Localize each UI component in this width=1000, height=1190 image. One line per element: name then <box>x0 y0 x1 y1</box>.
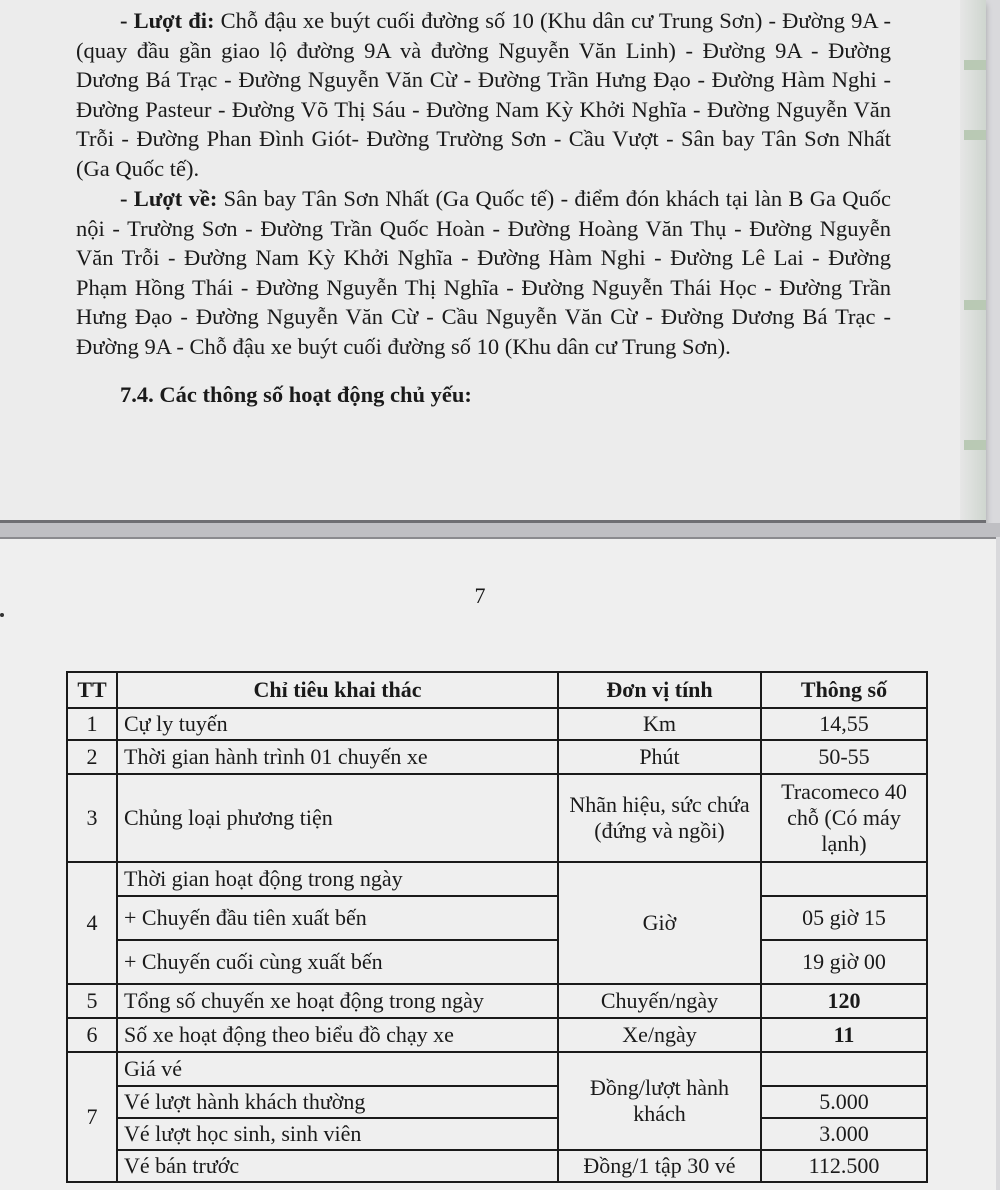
cell-value: 120 <box>761 984 927 1018</box>
page-gap <box>0 523 1000 537</box>
table-row <box>67 940 927 984</box>
cell-item: Cự ly tuyến <box>117 708 558 740</box>
cell-item: Vé bán trước <box>117 1150 558 1182</box>
cell-value: 5.000 <box>761 1086 927 1118</box>
table-row <box>67 774 927 862</box>
cell-value: 14,55 <box>761 708 927 740</box>
margin-dot <box>0 613 4 617</box>
upper-page <box>0 0 986 523</box>
table-row <box>67 1086 927 1118</box>
operating-parameters-table <box>66 671 928 1183</box>
cell-tt: 7 <box>67 1052 117 1182</box>
cell-tt: 1 <box>67 708 117 740</box>
table-row <box>67 740 927 774</box>
table-row <box>67 708 927 740</box>
cell-unit: Đồng/lượt hành khách <box>558 1052 761 1150</box>
header-unit: Đơn vị tính <box>558 672 761 708</box>
cell-item: Giá vé <box>117 1052 558 1086</box>
cell-value-empty <box>761 862 927 896</box>
cell-item: + Chuyến đầu tiên xuất bến <box>117 896 558 940</box>
table-row <box>67 1150 927 1182</box>
table-row <box>67 862 927 896</box>
cell-item: Thời gian hoạt động trong ngày <box>117 862 558 896</box>
header-tt: TT <box>67 672 117 708</box>
cell-tt: 4 <box>67 862 117 984</box>
cell-item: Vé lượt học sinh, sinh viên <box>117 1118 558 1150</box>
return-route-paragraph <box>76 184 891 362</box>
cell-item: Số xe hoạt động theo biểu đồ chạy xe <box>117 1018 558 1052</box>
cell-unit: Nhãn hiệu, sức chứa (đứng và ngồi) <box>558 774 761 862</box>
cell-value: Tracomeco 40 chỗ (Có máy lạnh) <box>761 774 927 862</box>
table-row <box>67 984 927 1018</box>
cell-tt: 6 <box>67 1018 117 1052</box>
cell-unit: Đồng/1 tập 30 vé <box>558 1150 761 1182</box>
page-number: 7 <box>474 583 486 608</box>
cell-value: 05 giờ 15 <box>761 896 927 940</box>
header-value: Thông số <box>761 672 927 708</box>
cell-unit: Chuyến/ngày <box>558 984 761 1018</box>
outbound-route-text: Chỗ đậu xe buýt cuối đường số 10 (Khu dân cư Trung Sơn) - Đường 9A - (quay đầu gần giao lộ đường 9A và đường Nguyễn Văn Linh) - Đường 9A - Đường Dương Bá Trạc - Đường Nguyễn Văn Cừ - Đường Trần Hưng Đạo - Đường Hàm Nghi - Đường Pasteur - Đường Võ Thị Sáu - Đường Nam Kỳ Khởi Nghĩa - Đường Nguyễn Văn Trỗi - Đường Phan Đình Giót- Đường Trường Sơn - Cầu Vượt - Sân bay Tân Sơn Nhất (Ga Quốc tế). <box>76 8 891 181</box>
cell-value: 11 <box>761 1018 927 1052</box>
table-header-row <box>67 672 927 708</box>
table-row <box>67 1118 927 1150</box>
cell-tt: 5 <box>67 984 117 1018</box>
table-row <box>67 896 927 940</box>
cell-value: 112.500 <box>761 1150 927 1182</box>
return-route-text: Sân bay Tân Sơn Nhất (Ga Quốc tế) - điểm đón khách tại làn B Ga Quốc nội - Trường Sơn - Đường Trần Quốc Hoàn - Đường Hoàng Văn Thụ - Đường Nguyễn Văn Trỗi - Đường Nam Kỳ Khởi Nghĩa - Đường Hàm Nghi - Đường Lê Lai - Đường Phạm Hồng Thái - Đường Nguyễn Thị Nghĩa - Đường Nguyễn Thái Học - Đường Trần Hưng Đạo - Đường Nguyễn Văn Cừ - Cầu Nguyễn Văn Cừ - Đường Dương Bá Trạc - Đường 9A - Chỗ đậu xe buýt cuối đường số 10 (Khu dân cư Trung Sơn). <box>76 186 892 359</box>
header-indicator: Chỉ tiêu khai thác <box>117 672 558 708</box>
table-row <box>67 1018 927 1052</box>
cell-item: Chủng loại phương tiện <box>117 774 558 862</box>
cell-unit: Phút <box>558 740 761 774</box>
cell-item: Tổng số chuyến xe hoạt động trong ngày <box>117 984 558 1018</box>
cell-item: + Chuyến cuối cùng xuất bến <box>117 940 558 984</box>
page-edge <box>960 0 986 520</box>
cell-item: Vé lượt hành khách thường <box>117 1086 558 1118</box>
cell-value-empty <box>761 1052 927 1086</box>
return-label: - Lượt về: <box>120 186 218 211</box>
cell-unit: Giờ <box>558 862 761 984</box>
cell-value: 19 giờ 00 <box>761 940 927 984</box>
cell-unit: Km <box>558 708 761 740</box>
cell-value: 3.000 <box>761 1118 927 1150</box>
outbound-label: - Lượt đi: <box>120 8 215 33</box>
table-row <box>67 1052 927 1086</box>
cell-tt: 3 <box>67 774 117 862</box>
cell-value: 50-55 <box>761 740 927 774</box>
cell-item: Thời gian hành trình 01 chuyến xe <box>117 740 558 774</box>
cell-unit: Xe/ngày <box>558 1018 761 1052</box>
outbound-route-paragraph <box>76 6 891 184</box>
cell-tt: 2 <box>67 740 117 774</box>
section-heading: 7.4. Các thông số hoạt động chủ yếu: <box>120 382 472 407</box>
